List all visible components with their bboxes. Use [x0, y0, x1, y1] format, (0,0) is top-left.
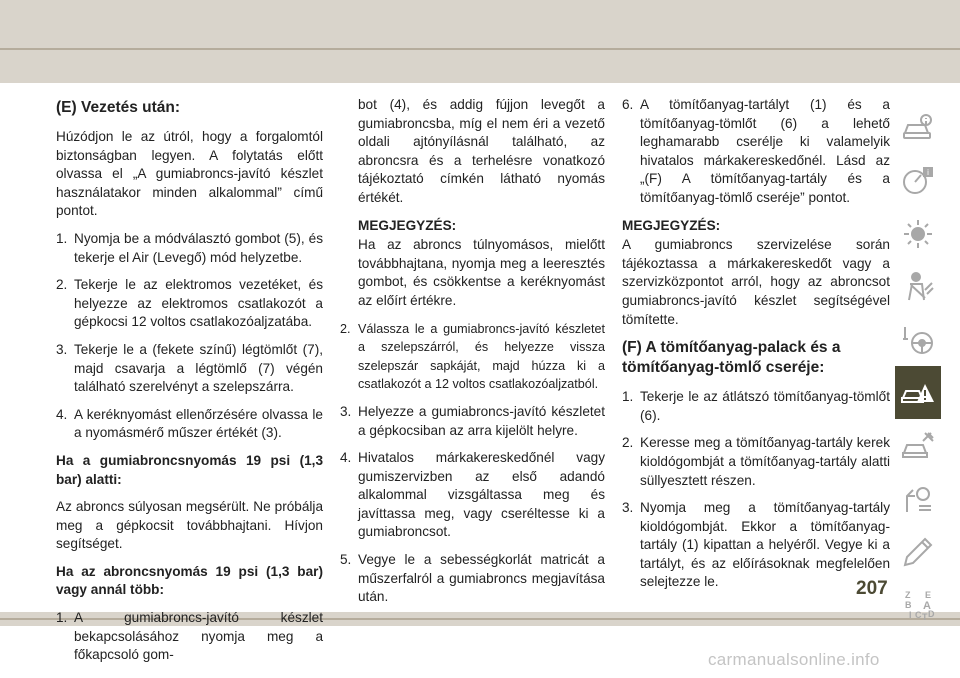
intro-paragraph: Húzódjon le az útról, hogy a forgalomtól biztonságban legyen. A folytatás előtt olvassa el „A gumiabroncs-javító készlet használatakor minden alkalommal” című pontot.	[56, 129, 323, 219]
index-letter: D	[928, 608, 935, 619]
list-item: 2. Válassza le a gumiabroncs-javító készletet a szelepszárról, és helyezze vissza szelepszár sapkáját, majd húzza ki a csatlakozót a 12 voltos csatlakozóaljzatból.	[340, 321, 605, 392]
chapter-tabs-sidebar	[895, 101, 941, 631]
note-text: Ha az abroncs túlnyomásos, mielőtt továbbhajtana, nyomja meg a leeresztés gombot, és csökkentse a keréknyomást az előírt értékre.	[358, 237, 605, 308]
car-info-icon[interactable]	[895, 101, 941, 154]
list-item: 3. Nyomja meg a tömítőanyag-tartály kioldógombját. Ekkor a tömítőanyag-tartály (1) kipattan a helyéről. Vegye ki a tartályt, és az előírásoknak megfelelően selejtezze le.	[622, 500, 890, 590]
index-letter: I	[909, 609, 912, 620]
list-item: 3. Helyezze a gumiabroncs-javító készletet a gépkocsiban az arra kijelölt helyre.	[340, 403, 605, 438]
section-heading-e: (E) Vezetés után:	[56, 99, 181, 116]
index-letter: Z	[905, 589, 911, 600]
column-left	[56, 96, 323, 674]
index-letter: B	[905, 599, 912, 610]
list-item: 4. Hivatalos márkakereskedőnél vagy gumiszervizben az első adandó alkalommal vizsgáltassa meg és javíttassa meg, vagy cseréltesse ki a gumiabroncsot.	[340, 450, 605, 540]
maintenance-icon[interactable]	[895, 419, 941, 472]
list-item: 2. Tekerje le az elektromos vezetéket, és helyezze az elektromos csatlakozót a gépkocsi 12 voltos csatlakozóaljzatába.	[56, 277, 323, 330]
list-item: 1. Tekerje le az átlátszó tömítőanyag-tömlőt (6).	[622, 389, 890, 423]
steering-icon[interactable]	[895, 313, 941, 366]
index-letter: T	[922, 611, 928, 622]
speedometer-icon[interactable]	[895, 154, 941, 207]
list-item: 4. A keréknyomást ellenőrzésére olvassa le a nyomásmérő műszer értékét (3).	[56, 406, 323, 441]
note-heading: MEGJEGYZÉS:	[358, 217, 457, 233]
note-block	[622, 217, 890, 330]
list-item: 6. A tömítőanyag-tartályt (1) és a tömítőanyag-tömlőt (6) a lehető leghamarabb cserélje ki valamelyik hivatalos márkakereskedőnél. Lásd az „(F) A tömítőanyag-tartály és a tömítőanyag-tömlő cseréje” pontot.	[622, 97, 890, 205]
subheading-ok-pressure: Ha az abroncsnyomás 19 psi (1,3 bar) vagy annál több:	[56, 563, 323, 598]
list-item: 1. Nyomja be a módválasztó gombot (5), és tekerje el Air (Levegő) mód helyzetbe.	[56, 230, 323, 265]
svg-text:i: i	[927, 167, 929, 177]
index-letter: E	[925, 589, 932, 600]
list-item: 1. A gumiabroncs-javító készlet bekapcsolásához nyomja meg a főkapcsoló gom-	[56, 610, 323, 663]
low-pressure-paragraph: Az abroncs súlyosan megsérült. Ne próbálja meg a gépkocsit továbbhajtani. Hívjon segítséget.	[56, 499, 323, 552]
index-letter: C	[915, 609, 922, 620]
subheading-low-pressure: Ha a gumiabroncsnyomás 19 psi (1,3 bar) alatti:	[56, 452, 323, 487]
index-icon[interactable]	[895, 578, 941, 631]
column-right	[622, 96, 890, 601]
top-header-band	[0, 0, 960, 83]
list-item: 3. Tekerje le a (fekete színű) légtömlőt (7), majd csavarja a légtömlő (7) végén található szerelvényt a szelepszárra.	[56, 341, 323, 395]
continued-paragraph: bot (4), és addig fújjon levegőt a gumiabroncsba, míg el nem éri a vezető oldali ajtónyílásnál található, az abroncsra és a terhelésre vonatkozó tájékoztató címkén látható nyomás értékét.	[358, 97, 605, 205]
header-rule	[0, 48, 960, 50]
list-item: 2. Keresse meg a tömítőanyag-tartály kerek kioldógombját a tömítőanyag-tartály alatti süllyesztett részen.	[622, 435, 890, 488]
seatbelt-icon[interactable]	[895, 260, 941, 313]
section-heading-f: (F) A tömítőanyag-palack és a tömítőanyag-tömlő cseréje:	[622, 339, 841, 377]
car-warning-icon[interactable]	[895, 366, 941, 419]
pen-icon[interactable]	[895, 525, 941, 578]
note-block	[358, 217, 605, 311]
column-middle	[340, 96, 605, 616]
note-heading: MEGJEGYZÉS:	[622, 217, 721, 233]
page-number: 207	[856, 578, 888, 599]
list-item: 5. Vegye le a sebességkorlát matricát a műszerfalról a gumiabroncs megjavítása után.	[340, 552, 605, 605]
watermark-text: carmanualsonline.info	[708, 650, 880, 669]
index-letter: A	[923, 599, 931, 612]
note-text: A gumiabroncs szervizelése során tájékoztassa a márkakereskedőt vagy a szervizközpontot arról, hogy az abroncsot gumiabroncs-javító készlet segítségével tömítette.	[622, 237, 890, 327]
warning-lights-icon[interactable]	[895, 207, 941, 260]
specifications-icon[interactable]	[895, 472, 941, 525]
